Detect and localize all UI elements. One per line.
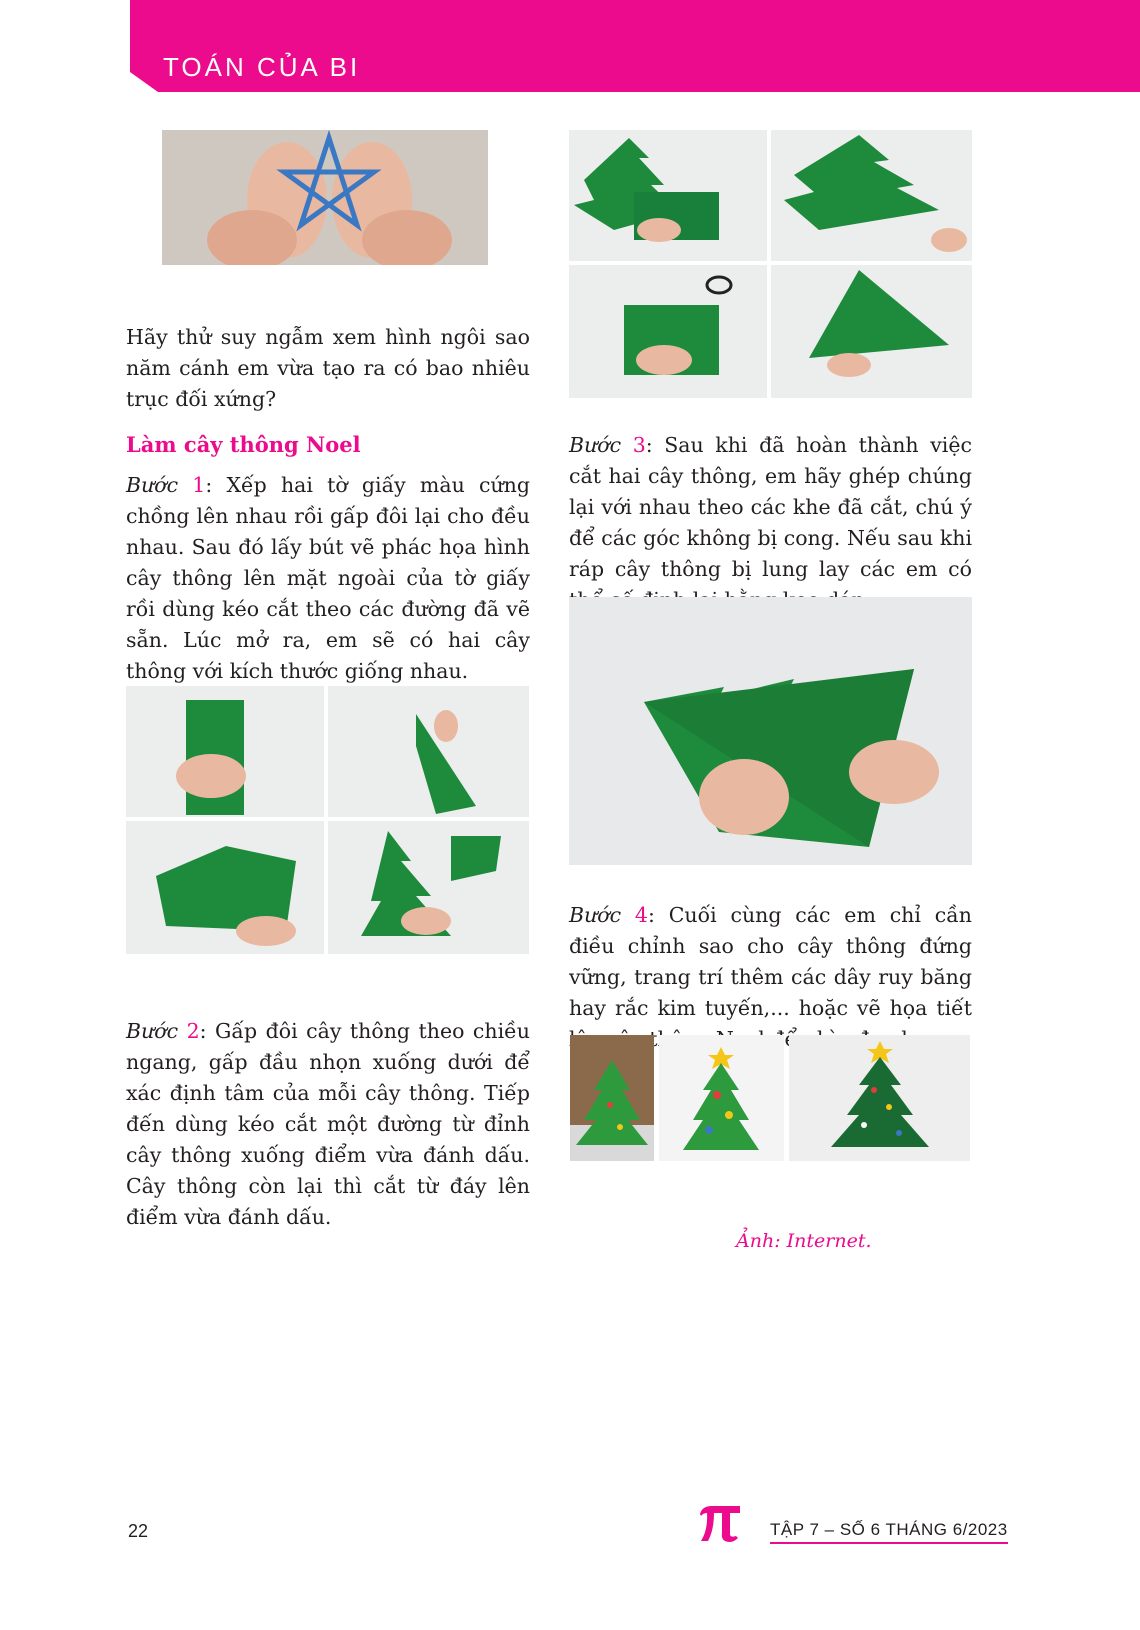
step3-number: 3 [632,433,646,457]
string-star-photo [162,130,488,265]
step4-text: : Cuối cùng các em chỉ cần điều chỉnh sao cho cây thông đứng vững, trang trí thêm các dây ruy băng hay rắc kim tuyến,... hoặc vẽ họa tiết để [569,903,972,1051]
step1-label: Bước [126,473,179,497]
question-paragraph: Hãy thử suy ngẫm xem hình ngôi sao năm cánh em vừa tạo ra có bao nhiêu trục đối xứng? [126,325,530,411]
decorated-tree-photo-1 [570,1035,654,1161]
decorated-tree-photo-3 [789,1035,970,1161]
assembled-tree-photo [569,597,972,865]
pi-logo-icon [696,1500,744,1544]
issue-label: TẬP 7 – SỐ 6 THÁNG 6/2023 [770,1520,1008,1544]
step4-paragraph [569,900,972,1055]
step4-number: 4 [634,903,648,927]
step1-paragraph [126,470,530,687]
step3-text: : Sau khi đã hoàn thành việc cắt hai cây thông, em hãy ghép chúng lại với nhau theo các khe đã cắt, chú ý để các góc không bị cong. Nếu sau khi ráp cây thông bị lung lay các em có [569,433,972,581]
step4-column [569,900,972,1055]
left-text-column [126,322,530,687]
step2-number: 2 [186,1019,200,1043]
section-title: TOÁN CỦA BI [163,52,361,82]
decorated-tree-photo-2 [659,1035,784,1161]
section-heading: Làm cây thông Noel [126,432,361,457]
step3-label: Bước [569,433,622,457]
page-number: 22 [128,1521,149,1541]
step2-paragraph [126,1016,530,1233]
step2-photo-grid [569,130,972,398]
step3-paragraph [569,430,972,616]
step1-text: : Xếp hai tờ giấy màu cứng chồng lên nhau rồi gấp đôi lại cho đều nhau. Sau đó lấy bút vẽ phác họa hình cây thông lên mặt ngoài của tờ giấy rồi dùng kéo cắt theo các đường đã vẽ sẵn. Lúc mở ra, em sẽ có hai cây thông với kích thước giống nhau. [126,473,530,683]
step2-label: Bước [126,1019,179,1043]
image-credit: Ảnh: Internet. [736,1230,872,1252]
step2-column [126,1016,530,1233]
step4-label: Bước [569,903,622,927]
step1-photo-grid [126,686,529,954]
step2-text: : Gấp đôi cây thông theo chiều ngang, gấp đầu nhọn xuống dưới để xác định tâm của mỗi cây thông. Tiếp đến dùng kéo cắt một đường từ đỉnh cây thông xuống điểm vừa đánh dấu. Cây thông còn lại thì cắt từ đáy lên điểm vừa đánh dấu. [126,1019,530,1229]
step1-number: 1 [192,473,206,497]
step3-column [569,430,972,616]
